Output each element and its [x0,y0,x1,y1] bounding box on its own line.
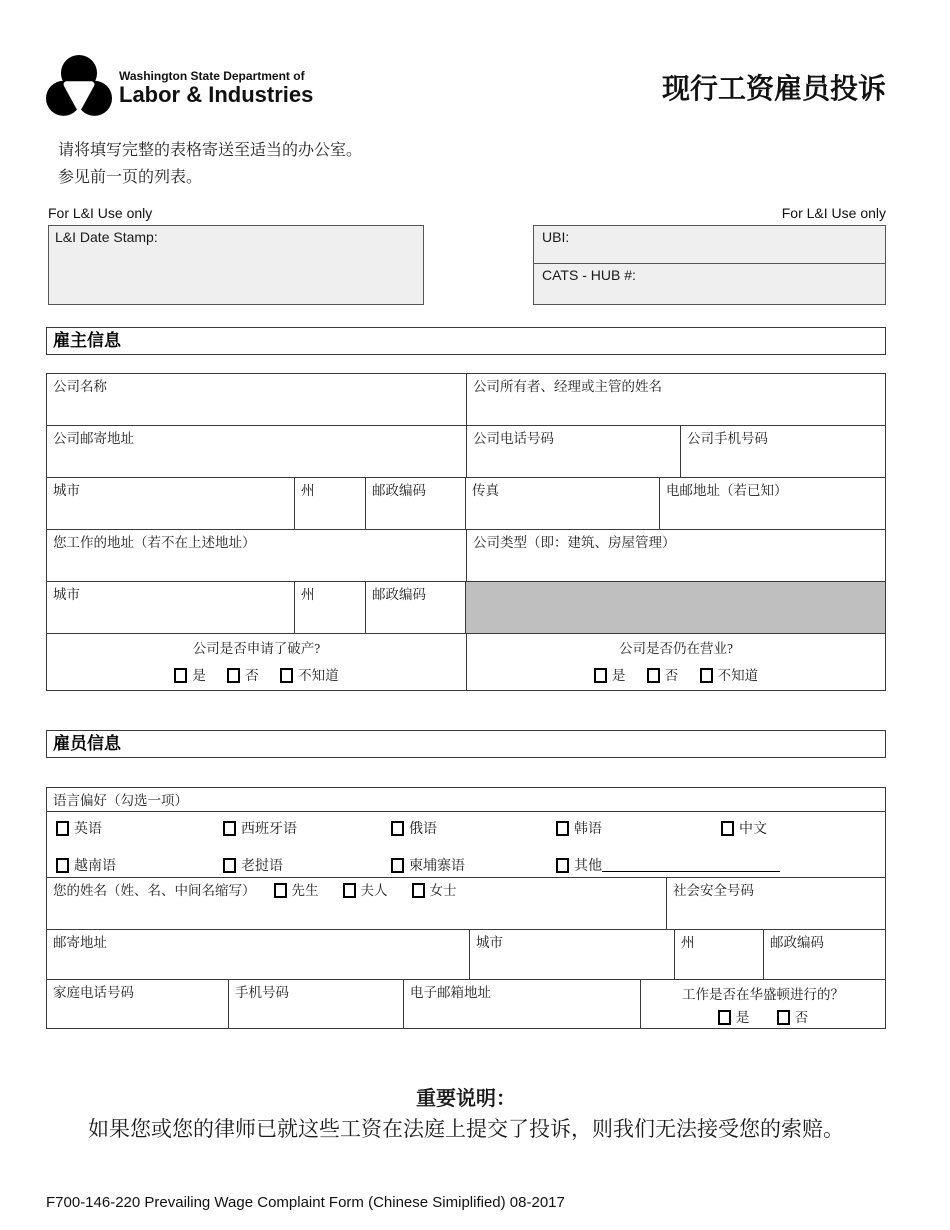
work-state-field [295,582,366,633]
lni-use-right-label: For L&I Use only [781,205,886,222]
table-row [47,930,885,980]
instruction-line-1: 请将填写完整的表格寄送至适当的办公室。 [58,142,363,159]
company-email-field [660,478,885,529]
zip-label: 邮政编码 [372,483,426,499]
lang-chinese-checkbox[interactable] [721,821,734,836]
city-label: 城市 [53,587,80,603]
lang-cambodian-label: 柬埔寨语 [409,858,465,874]
employee-name-label: 您的姓名（姓、名、中间名缩写） [53,883,256,899]
title-mrs-checkbox[interactable] [343,883,356,898]
employee-city-field [470,930,675,979]
table-row [47,530,885,582]
lang-russian-checkbox[interactable] [391,821,404,836]
employee-name-field [47,878,667,929]
note-body: 如果您或您的律师已就这些工资在法庭上提交了投诉，则我们无法接受您的索赔。 [88,1117,844,1142]
table-row [47,582,885,634]
owner-name-label: 公司所有者、经理或主管的姓名 [473,379,662,395]
work-zip-field [366,582,466,633]
company-phone-label: 公司电话号码 [473,431,554,447]
company-phone-field [467,426,681,477]
table-row [47,374,885,426]
cats-hub-label: CATS - HUB #: [542,267,636,284]
company-type-label: 公司类型（即：建筑、房屋管理） [473,535,676,551]
zip-label: 邮政编码 [770,935,824,951]
work-in-wa-question: 工作是否在华盛顿进行的？ [682,987,844,1003]
mailing-instructions [58,137,886,191]
company-name-field [47,374,467,425]
cell-phone-field [229,980,404,1028]
home-phone-label: 家庭电话号码 [53,985,134,1001]
language-options-cell [47,812,885,877]
lni-use-left-label: For L&I Use only [48,205,153,222]
important-note [46,1084,886,1146]
no-label: 否 [664,667,679,683]
no-label: 否 [245,667,259,683]
yes-label: 是 [735,1009,750,1025]
ubi-block [533,205,886,305]
bankruptcy-yes-checkbox[interactable] [174,668,187,683]
company-state-field [295,478,366,529]
state-label: 州 [681,935,695,951]
lang-russian-label: 俄语 [409,822,437,838]
date-stamp-label: L&I Date Stamp: [55,229,158,246]
ubi-cats-box [533,225,886,305]
table-row [47,812,885,878]
ubi-label: UBI: [542,229,570,246]
email-field [404,980,641,1028]
lang-spanish-label: 西班牙语 [241,822,297,838]
company-name-label: 公司名称 [53,379,107,395]
table-row [47,478,885,530]
page-title: 现行工资雇员投诉 [661,74,886,105]
lang-other-checkbox[interactable] [556,858,569,873]
table-row [47,634,885,690]
cell-phone-label: 手机号码 [235,985,289,1001]
city-label: 城市 [476,935,503,951]
lni-trefoil-icon [46,55,112,121]
in-business-question: 公司是否仍在营业? [619,641,733,657]
work-in-wa-cell [641,980,885,1028]
employee-table [46,787,886,1029]
date-stamp-box [48,225,424,305]
lang-vietnamese-label: 越南语 [74,858,116,874]
bankruptcy-no-checkbox[interactable] [227,668,240,683]
language-pref-label: 语言偏好（勾选一项） [53,793,188,809]
no-label: 否 [794,1009,809,1025]
lang-vietnamese-checkbox[interactable] [56,858,69,873]
company-city-field [47,478,295,529]
ssn-field [667,878,885,929]
agency-name-line1: Washington State Department of [119,69,305,84]
date-stamp-block [48,205,424,305]
in-business-no-checkbox[interactable] [647,668,660,683]
shaded-cell [466,582,885,633]
lang-lao-label: 老挝语 [241,858,283,874]
in-business-yes-checkbox[interactable] [594,668,607,683]
table-row [47,426,885,478]
lni-logo [46,55,313,121]
fax-field [466,478,660,529]
bankruptcy-unknown-checkbox[interactable] [280,668,293,683]
lang-korean-label: 韩语 [574,822,602,838]
note-title: 重要说明： [416,1088,516,1111]
zip-label: 邮政编码 [372,587,426,603]
work-city-field [47,582,295,633]
employer-section-header: 雇主信息 [46,327,886,355]
home-phone-field [47,980,229,1028]
language-pref-field [47,788,885,811]
form-number-footer: F700-146-220 Prevailing Wage Complaint Form (Chinese Simiplified) 08-2017 [46,1193,565,1211]
company-cell-field [681,426,885,477]
other-language-blank[interactable] [602,858,780,872]
mailing-address-label: 邮寄地址 [53,935,107,951]
lang-english-checkbox[interactable] [56,821,69,836]
lang-english-label: 英语 [74,822,102,838]
lang-other-label: 其他 [574,858,602,874]
cats-hub-field [534,264,885,304]
page-header [46,55,886,121]
employer-table [46,373,886,691]
title-mrs-label: 夫人 [360,883,388,899]
work-address-field [47,530,467,581]
lang-korean-checkbox[interactable] [556,821,569,836]
yes-label: 是 [611,667,626,683]
company-zip-field [366,478,466,529]
bankruptcy-question: 公司是否申请了破产? [192,641,321,657]
employee-zip-field [764,930,885,979]
title-ms-checkbox[interactable] [412,883,425,898]
work-address-label: 您工作的地址（若不在上述地址） [53,535,256,551]
lang-chinese-label: 中文 [739,822,767,838]
title-mr-checkbox[interactable] [274,883,287,898]
in-business-question-cell [467,634,885,690]
company-mailing-address-label: 公司邮寄地址 [53,431,134,447]
company-cell-label: 公司手机号码 [687,431,768,447]
instruction-line-2: 参见前一页的列表。 [58,169,203,187]
lang-lao-checkbox[interactable] [223,858,236,873]
company-type-field [467,530,885,581]
table-row [47,980,885,1028]
state-label: 州 [301,587,315,603]
email-label: 电子邮箱地址 [410,985,491,1001]
fax-label: 传真 [472,483,499,499]
owner-name-field [467,374,885,425]
table-row [47,788,885,812]
employee-mailing-address-field [47,930,470,979]
lang-spanish-checkbox[interactable] [223,821,236,836]
company-mailing-address-field [47,426,467,477]
lni-use-row [46,205,886,305]
work-in-wa-yes-checkbox[interactable] [718,1010,731,1025]
ubi-field [534,226,885,264]
employee-section-header: 雇员信息 [46,730,886,758]
state-label: 州 [301,483,315,499]
title-ms-label: 女士 [429,883,457,899]
dont-know-label: 不知道 [717,667,759,683]
work-in-wa-no-checkbox[interactable] [777,1010,790,1025]
ssn-label: 社会安全号码 [673,883,754,899]
table-row [47,878,885,930]
company-email-label: 电邮地址（若已知） [666,483,788,499]
title-mr-label: 先生 [291,883,319,899]
city-label: 城市 [53,483,80,499]
employee-state-field [675,930,764,979]
lang-cambodian-checkbox[interactable] [391,858,404,873]
in-business-unknown-checkbox[interactable] [700,668,713,683]
yes-label: 是 [192,667,206,683]
agency-name-line2: Labor & Industries [119,82,314,108]
agency-name [119,69,313,106]
dont-know-label: 不知道 [298,667,339,683]
bankruptcy-question-cell [47,634,467,690]
